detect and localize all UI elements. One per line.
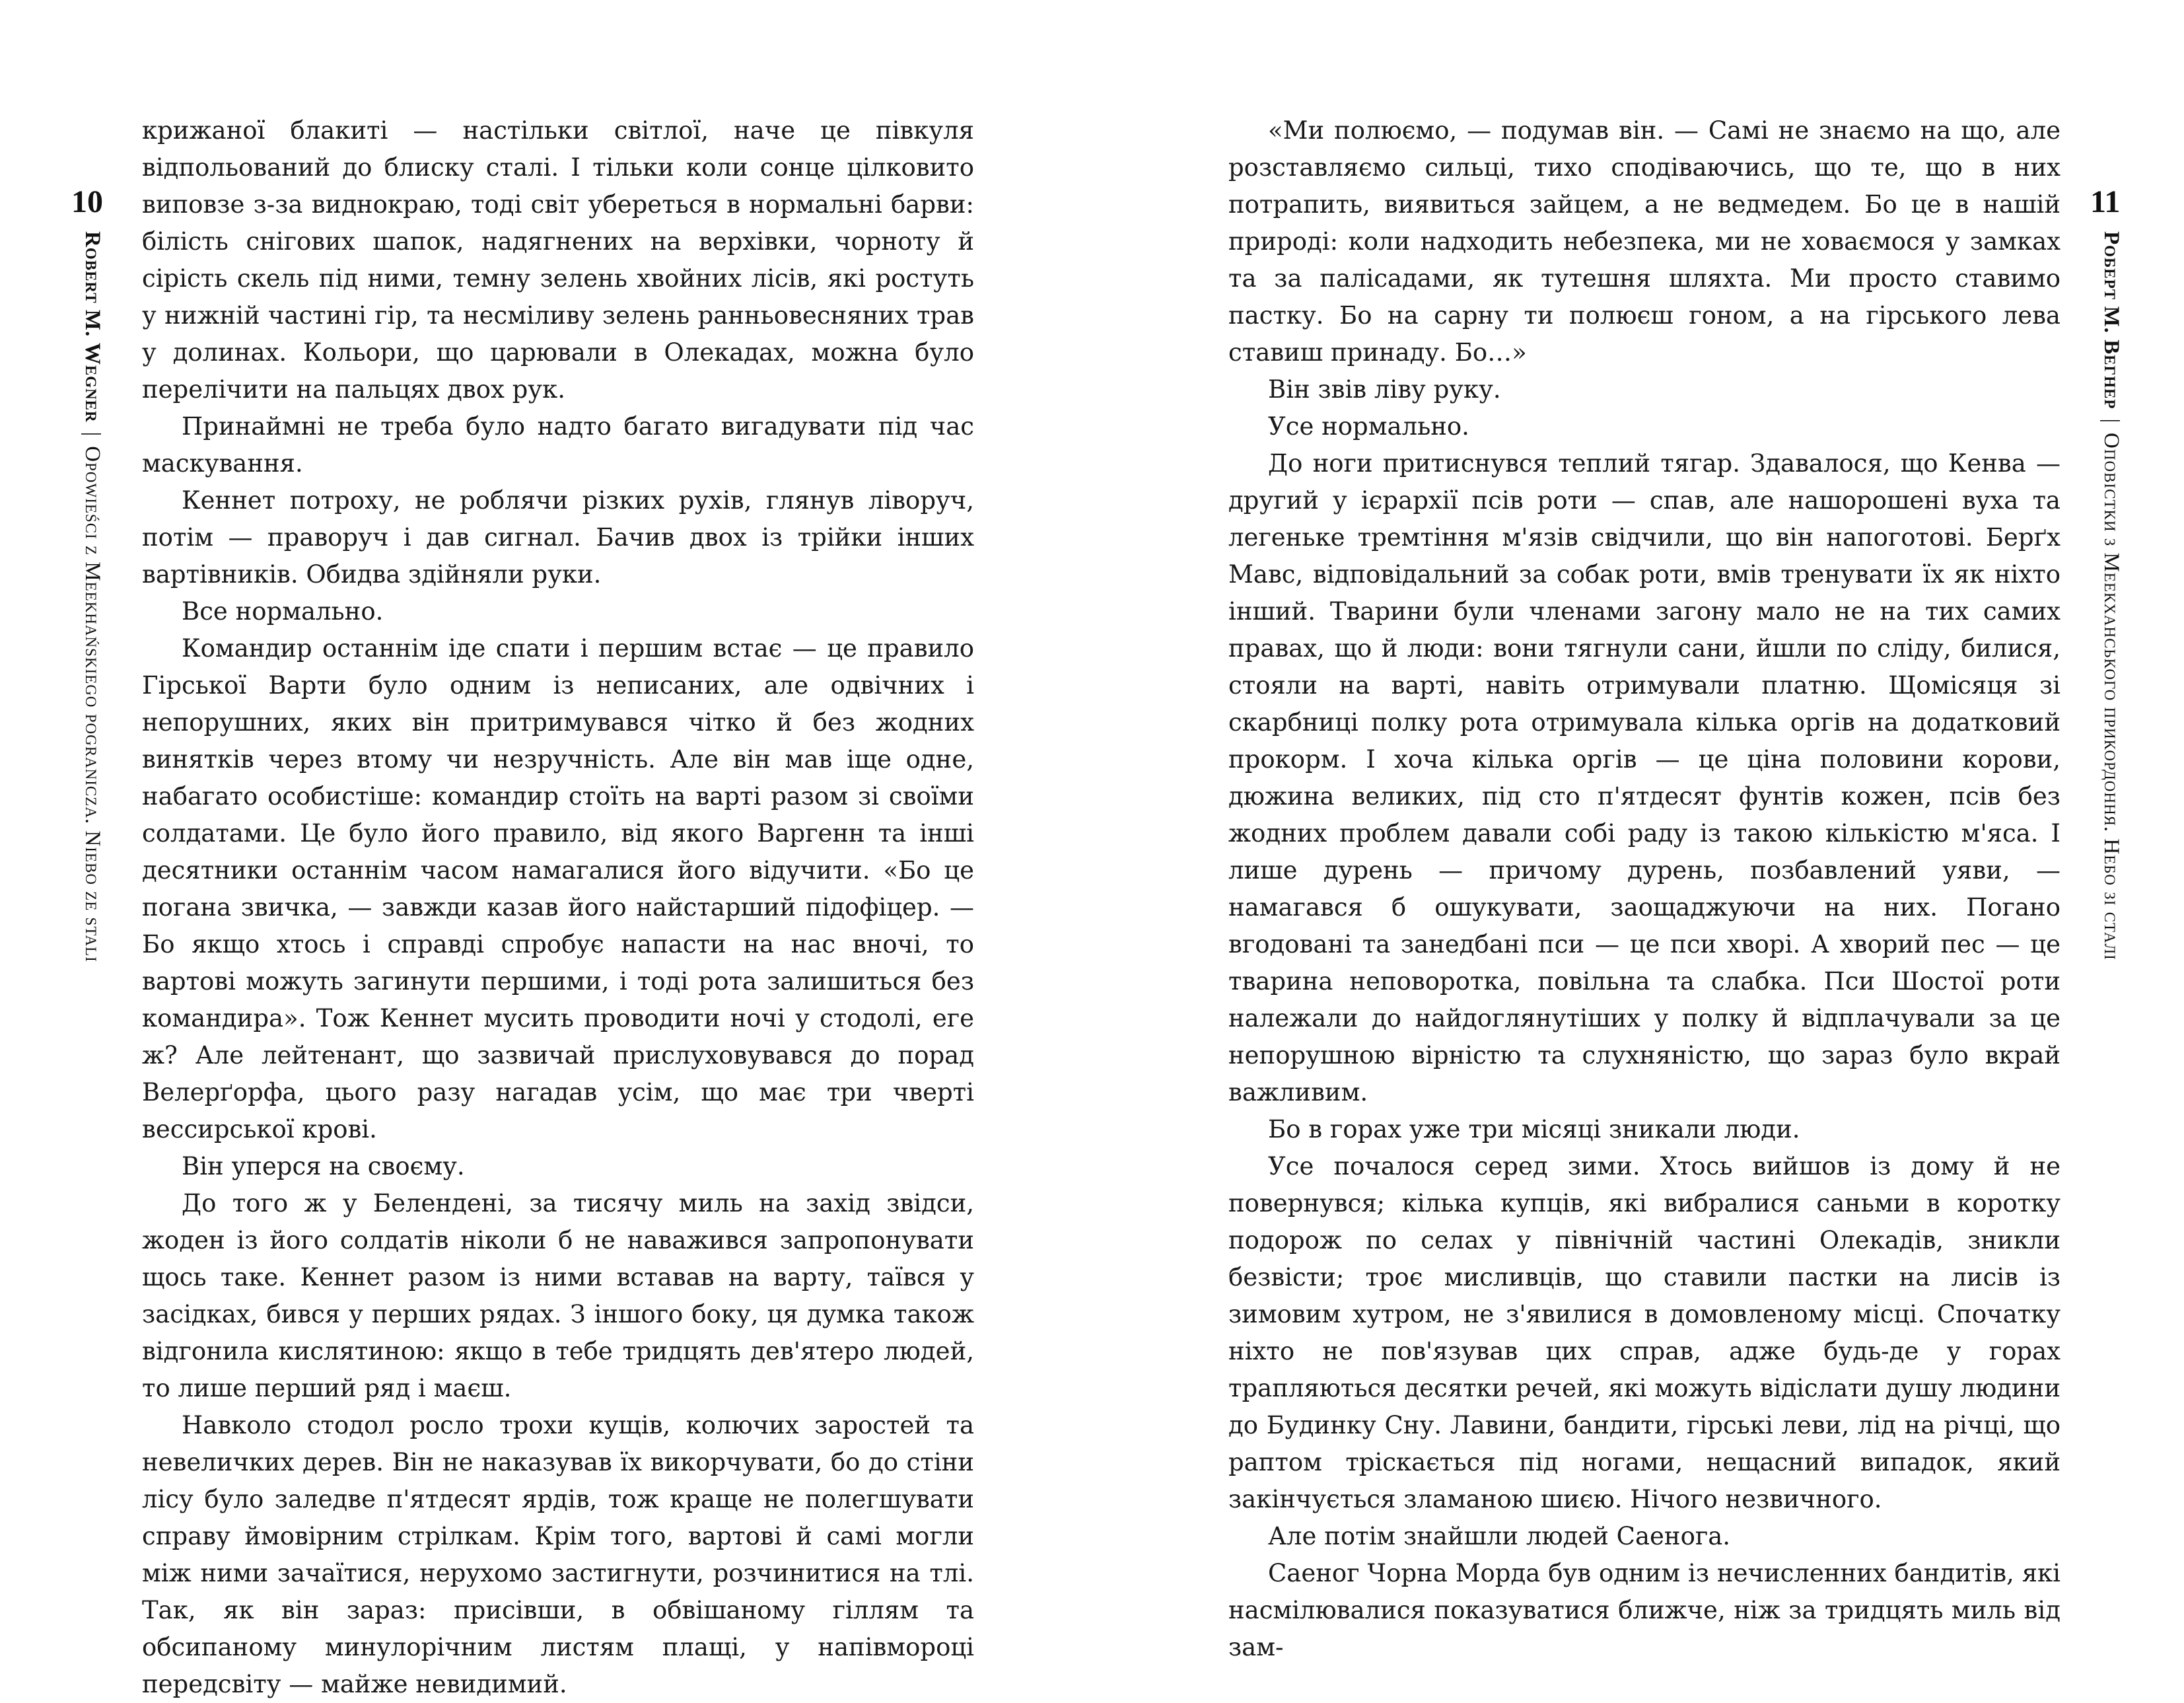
paragraph: Він уперся на своєму.: [182, 1152, 465, 1180]
paragraph: До того ж у Белендені, за тисячу миль на захід звідси, жоден із його солдатів ніколи б не наважився запропонувати щось таке. Кеннет разом із ними вставав на варту, таївся у засідках, бився у перших рядах. З іншого боку, ця думка також відгонила кислятиною: якщо в тебе тридцять дев'ятеро людей, то лише перший ряд і маєш.: [142, 1189, 974, 1402]
paragraph: «Ми полюємо, — подумав він. — Самі не знаємо на що, але розставляємо сильці, тихо сподіваючись, що те, що в них потрапить, виявиться зайцем, а не ведмедем. Бо це в нашій природі: коли надходить небезпека, ми не ховаємося у замках та за палісадами, як тутешня шляхта. Ми просто ставимо пастку. Бо на сарну ти полюєш гоном, а на гірського лева ставиш принаду. Бо…»: [1228, 116, 2061, 367]
paragraph: крижаної блакиті — настільки світлої, наче це півкуля відпольований до блиску сталі. І тільки коли сонце цілковито виповзе з-за виднокраю, тоді світ убереться в нормальні барви: білість снігових шапок, надягнених на верхівки, чорноту й сірість скель під ними, темну зелень хвойних лісів, які ростуть у нижній частині гір, та несміливу зелень ранньовесняних трав у долинах. Кольори, що царювали в Олекадах, можна було перелічити на пальцях двох рук.: [142, 116, 974, 404]
paragraph: Бо в горах уже три місяці зникали люди.: [1268, 1115, 1800, 1143]
paragraph: Він звів ліву руку.: [1268, 375, 1501, 404]
running-head-title: Оповістки з Меекханського прикордоння. Небо зі сталі: [2099, 433, 2123, 960]
running-head-author: Роберт М. Вегнер: [2099, 231, 2123, 410]
right-page-text: [1228, 112, 2061, 1666]
page-number-left: 10: [71, 184, 103, 219]
paragraph: Принаймні не треба було надто багато вигадувати під час маскування.: [142, 412, 974, 478]
page-number-right: 11: [2090, 184, 2121, 219]
paragraph: Саеног Чорна Морда був одним із нечисленних бандитів, які насмілювалися показуватися ближче, ніж за тридцять миль від зам-: [1228, 1559, 2061, 1661]
running-head-author: Robert M. Wegner: [81, 231, 104, 423]
left-page: [142, 112, 974, 1698]
left-page-text: [142, 112, 974, 1703]
running-head-separator: |: [81, 431, 104, 437]
paragraph: До ноги притиснувся теплий тягар. Здавалося, що Кенва — другий у ієрархії псів роти — спав, але нашорошені вуха та легеньке тремтіння м'язів свідчили, що він напоготові. Берґх Мавс, відповідальний за собак роти, вмів тренувати їх як ніхто інший. Тварини були членами загону мало не на тих самих правах, що й люди: вони тягнули сани, йшли по сліду, билися, стояли на варті, навіть отримували платню. Щомісяця зі скарбниці полку рота отримувала кілька оргів на додатковий прокорм. І хоча кілька оргів — це ціна половини корови, дюжина великих, під сто п'ятдесят фунтів кожен, псів без жодних проблем давали собі раду із такою кількістю м'яса. І лише дурень — причому дурень, позбавлений уяви, — намагався б ошукувати, заощаджуючи на них. Погано вгодовані та занедбані пси — це пси хворі. А хворий пес — це тварина неповоротка, повільна та слабка. Пси Шостої роти належали до найдоглянутіших у полку й відплачували за це непорушною вірністю та слухняністю, що зараз було вкрай важливим.: [1228, 449, 2061, 1106]
running-head-separator: |: [2099, 418, 2123, 424]
running-head-right: [2099, 231, 2123, 960]
paragraph: Навколо стодол росло трохи кущів, колючих заростей та невеличких дерев. Він не наказував їх викорчувати, бо до стіни лісу було заледве п'ятдесят ярдів, тож краще не полегшувати справу ймовірним стрілкам. Крім того, вартові й самі могли між ними зачаїтися, нерухомо застигнути, розчинитися на тлі. Так, як він зараз: присівши, в обвішаному гіллям та обсипаному минулорічним листям плащі, у напівмороці передсвіту — майже невидимий.: [142, 1411, 974, 1698]
paragraph: Все нормально.: [182, 597, 384, 626]
paragraph: Усе почалося серед зими. Хтось вийшов із дому й не повернувся; кілька купців, які вибралися саньми в коротку подорож по селах у північній частині Олекадів, зникли безвісти; троє мисливців, що ставили пастки на лисів із зимовим хутром, не з'явилися в домовленому місці. Спочатку ніхто не пов'язував цих справ, адже будь-де у горах трапляються десятки речей, які можуть відіслати душу людини до Будинку Сну. Лавини, бандити, гірські леви, лід на річці, що раптом тріскається під ногами, нещасний випадок, який закінчується зламаною шиєю. Нічого незвичного.: [1228, 1152, 2061, 1513]
paragraph: Командир останнім іде спати і першим встає — це правило Гірської Варти було одним із неписаних, але одвічних і непорушних, яких він притримувався чітко й без жодних винятків через втому чи незручність. Але він мав іще одне, набагато особистіше: командир стоїть на варті разом зі своїми солдатами. Це було його правило, від якого Варгенн та інші десятники останнім часом намагалися його відучити. «Бо це погана звичка, — завжди казав його найстарший підофіцер. — Бо якщо хтось і справді спробує напасти на нас вночі, то вартові можуть загинути першими, і тоді рота залишиться без командира». Тож Кеннет мусить проводити ночі у стодолі, еге ж? Але лейтенант, що зазвичай прислуховувався до порад Велерґорфа, цього разу нагадав усім, що має три чверті вессирської крові.: [142, 634, 974, 1143]
running-head-left: [80, 231, 104, 962]
running-head-title: Opowieści z Meekhańskiego pogranicza. Niebo ze stali: [81, 446, 104, 962]
right-page: [1228, 112, 2061, 1661]
paragraph: Але потім знайшли людей Саенога.: [1268, 1522, 1731, 1550]
paragraph: Усе нормально.: [1268, 412, 1469, 441]
paragraph: Кеннет потроху, не роблячи різких рухів, глянув ліворуч, потім — праворуч і дав сигнал. Бачив двох із трійки інших вартівників. Обидва здійняли руки.: [142, 486, 974, 589]
